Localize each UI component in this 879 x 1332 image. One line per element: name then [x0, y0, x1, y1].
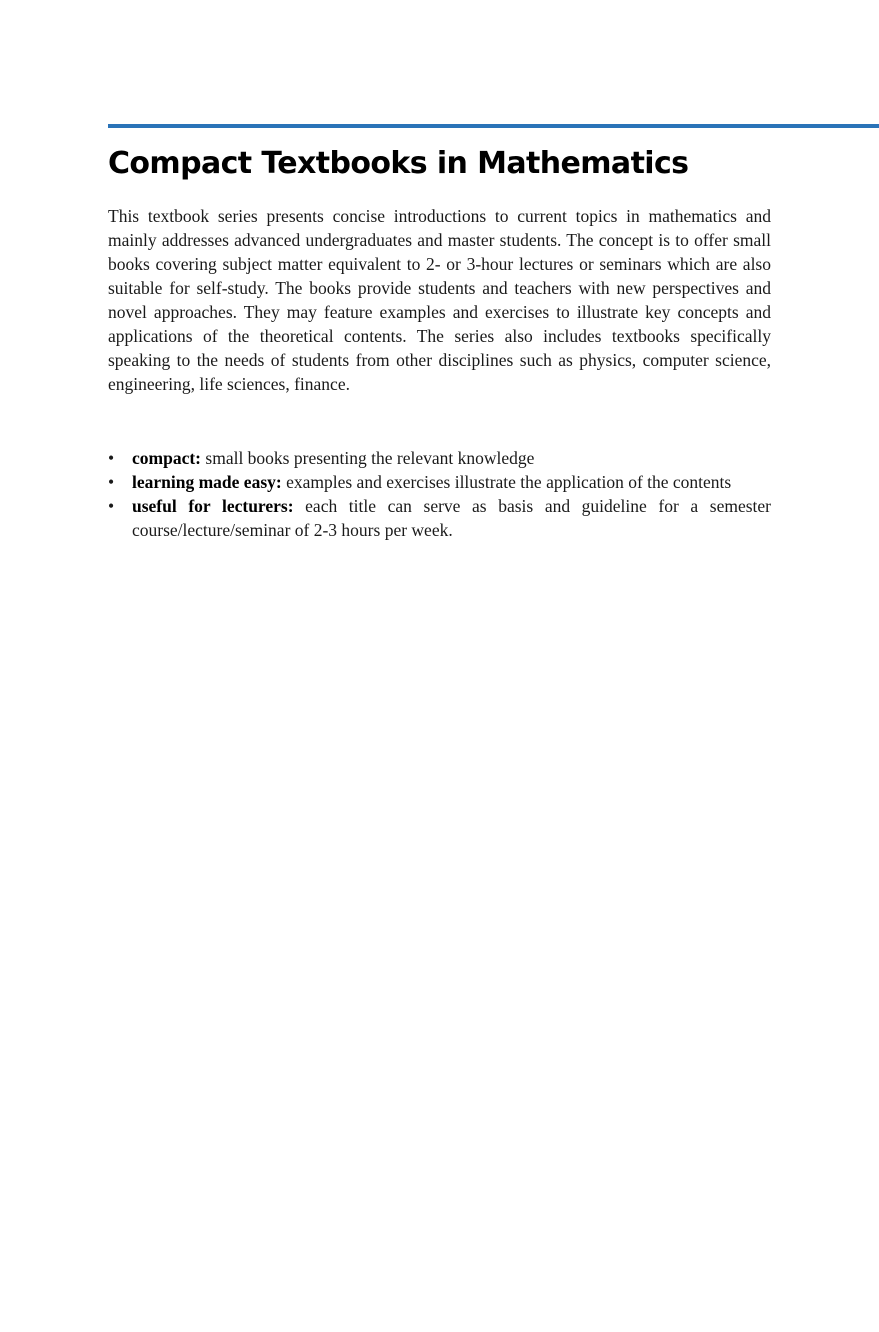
page-title: Compact Textbooks in Mathematics — [108, 146, 689, 181]
feature-text: small books presenting the relevant knowledge — [205, 448, 535, 468]
bullet-icon: • — [108, 496, 115, 516]
feature-text: examples and exercises illustrate the application of the contents — [286, 472, 732, 492]
feature-term: compact: — [132, 448, 206, 468]
feature-list — [108, 446, 771, 542]
list-item — [108, 470, 771, 494]
bullet-icon: • — [108, 448, 115, 468]
feature-text: each title can serve as basis and guideline for a semester course/lecture/seminar of 2-3 hours per week. — [132, 496, 772, 540]
series-description: This textbook series presents concise introductions to current topics in mathematics and mainly addresses advanced undergraduates and master students. The concept is to offer small books covering subject matter equivalent to 2- or 3-hour lectures or seminars which are also suitable for self-study. The books provide students and teachers with new perspectives and novel approaches. They may feature examples and exercises to illustrate key concepts and applications of the theoretical contents. The series also includes textbooks specifically speaking to the needs of students from other disciplines such as physics, computer science, engineering, life sciences, finance. — [108, 206, 771, 394]
feature-term: learning made easy: — [132, 472, 287, 492]
bullet-icon: • — [108, 472, 115, 492]
feature-term: useful for lecturers: — [132, 496, 306, 516]
list-item — [108, 494, 771, 542]
list-item — [108, 446, 771, 470]
header-rule — [108, 124, 879, 128]
